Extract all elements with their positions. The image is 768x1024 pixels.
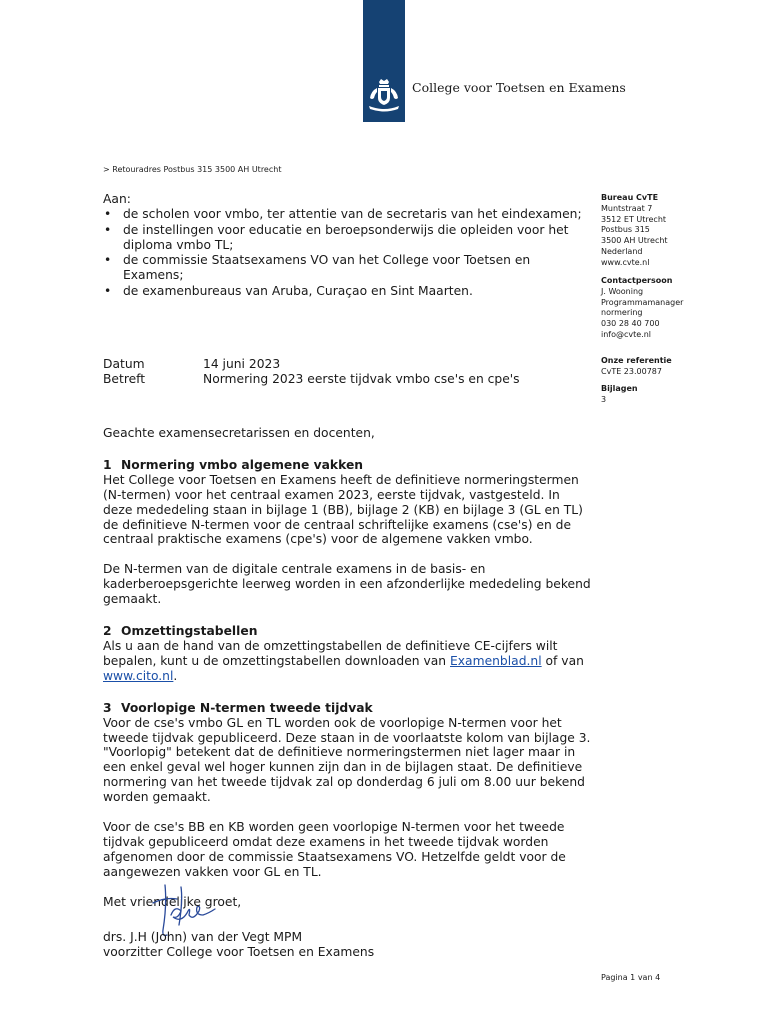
subject-row (103, 372, 520, 387)
sender-address (601, 193, 751, 269)
date-label: Datum (103, 357, 145, 371)
paragraph: Voor de cse's BB en KB worden geen voorlopige N-termen voor het tweede tijdvak gepubliceerd omdat deze examens in het tweede tijdvak worden afgenomen door de commissie Staatsexamens VO. Hetzelfde geldt voor de aangewezen vakken voor GL en TL. (103, 820, 566, 879)
attachments-value: 3 (601, 394, 607, 404)
paragraph: Voor de cse's vmbo GL en TL worden ook de voorlopige N-termen voor het tweede tijdvak gepubliceerd. Deze staan in de voorlaatste kolom van bijlage 3. "Voorlopig" betekent dat de definitieve normeringstermen niet lager maar in een enkel geval wel hoger kunnen zijn dan in de bijlagen staat. De definitieve normering van het tweede tijdvak zal op donderdag 6 juli om 8.00 uur bekend worden gemaakt. (103, 715, 591, 805)
paragraph-text: . (173, 668, 178, 683)
recipient-item: • de scholen voor vmbo, ter attentie van de secretaris van het eindexamen; (103, 207, 583, 222)
signer-block (103, 930, 374, 960)
contact-line: J. Wooning (601, 286, 644, 296)
signer-title: voorzitter College voor Toetsen en Examens (103, 944, 375, 959)
address-line: 3500 AH Utrecht (601, 236, 668, 246)
organization-name: College voor Toetsen en Examens (412, 80, 626, 95)
paragraph (103, 639, 593, 684)
section-number: 1 (103, 457, 112, 472)
section-heading (103, 701, 593, 716)
letter-meta (103, 357, 520, 386)
reference-value: CvTE 23.00787 (601, 366, 662, 376)
section-title: Omzettingstabellen (121, 624, 258, 639)
paragraph: De N-termen van de digitale centrale examens in de basis- en kaderberoepsgerichte leerweg worden in een afzonderlijke mededeling bekend gemaakt. (103, 562, 591, 607)
contact-line: normering (601, 308, 643, 318)
address-line: 3512 ET Utrecht (601, 214, 667, 224)
recipient-item: • de examenbureaus van Aruba, Curaçao en Sint Maarten. (103, 284, 583, 299)
bureau-title: Bureau CvTE (601, 193, 659, 202)
section-number: 2 (103, 624, 112, 639)
recipient-item: • de commissie Staatsexamens VO van het College voor Toetsen en Examens; (103, 253, 583, 284)
section-title: Voorlopige N-termen tweede tijdvak (121, 700, 373, 715)
recipients-intro: Aan: (103, 192, 131, 206)
royal-coat-of-arms-icon (366, 78, 402, 114)
address-line: Nederland (601, 246, 643, 256)
salutation: Geachte examensecretarissen en docenten, (103, 426, 375, 440)
cito-link[interactable]: www.cito.nl (103, 668, 174, 683)
reference-block (601, 356, 751, 378)
section-title: Normering vmbo algemene vakken (121, 457, 364, 472)
subject-label: Betreft (103, 371, 146, 386)
examenblad-link[interactable]: Examenblad.nl (450, 653, 542, 668)
closing: Met vriendelijke groet, (103, 894, 242, 909)
date-value: 14 juni 2023 (203, 357, 281, 371)
attachments-block (601, 384, 751, 406)
attachments-title: Bijlagen (601, 384, 638, 393)
reference-title: Onze referentie (601, 356, 672, 365)
recipients-block (103, 192, 583, 299)
contact-phone: 030 28 40 700 (601, 319, 660, 329)
section-heading (103, 624, 593, 639)
address-line: Postbus 315 (601, 225, 650, 235)
contact-line: Programmamanager (601, 297, 684, 307)
address-line: Muntstraat 7 (601, 203, 653, 213)
recipients-list (103, 207, 583, 299)
paragraph-text: of van (541, 653, 584, 668)
recipient-item: • de instellingen voor educatie en beroepsonderwijs die opleiden voor het diploma vmbo TL; (103, 223, 583, 254)
signer-name: drs. J.H (John) van der Vegt MPM (103, 930, 303, 944)
paragraph: Het College voor Toetsen en Examens heeft de definitieve normeringstermen (N-termen) voor het centraal examen 2023, eerste tijdvak, vastgesteld. In deze mededeling staan in bijlage 1 (BB), bijlage 2 (KB) en bijlage 3 (GL en TL) de definitieve N-termen voor de centraal schriftelijke examens (cse's) en de centraal praktische examens (cpe's) voor de algemene vakken vmbo. (103, 472, 583, 547)
section-number: 3 (103, 700, 112, 715)
contact-title: Contactpersoon (601, 276, 673, 285)
return-address: > Retouradres Postbus 315 3500 AH Utrecht (103, 165, 282, 174)
contact-person (601, 276, 751, 341)
section-heading (103, 458, 593, 473)
date-row (103, 357, 520, 372)
letter-body (103, 426, 593, 910)
page-number: Pagina 1 van 4 (601, 973, 661, 982)
subject-value: Normering 2023 eerste tijdvak vmbo cse's en cpe's (203, 371, 520, 386)
contact-email: info@cvte.nl (601, 329, 652, 339)
website-line: www.cvte.nl (601, 257, 650, 267)
paragraph-text: Als u aan de hand van de omzettingstabellen de definitieve CE-cijfers wilt bepalen, kunt u de omzettingstabellen downloaden van (103, 638, 558, 668)
